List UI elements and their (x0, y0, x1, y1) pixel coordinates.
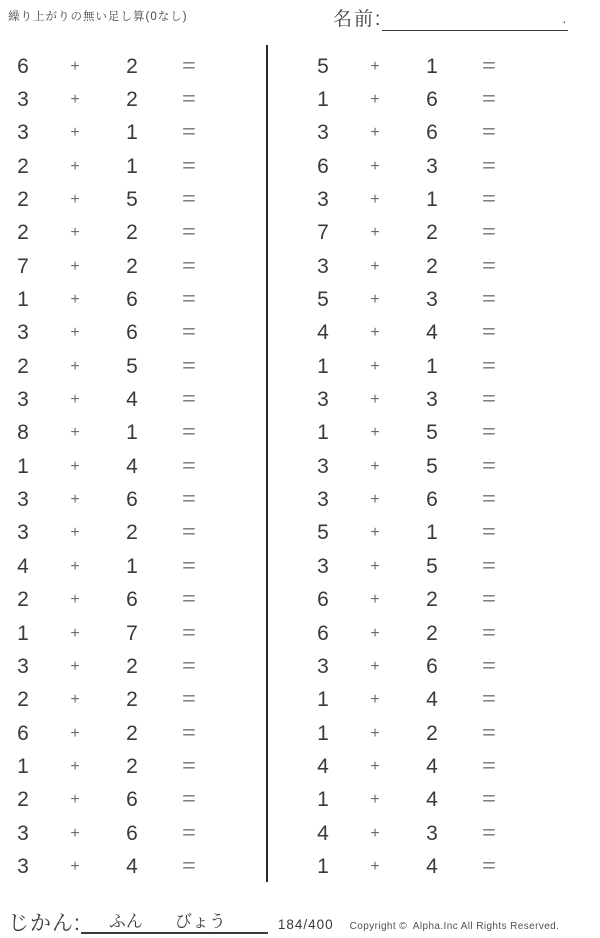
operand-b: 2 (426, 254, 438, 278)
operand-a: 2 (17, 354, 29, 378)
problem-row (0, 250, 240, 283)
operand-a: 6 (317, 588, 329, 612)
operand-a: 3 (317, 188, 329, 212)
plus-sign: + (70, 224, 80, 242)
operand-a: 7 (317, 221, 329, 245)
operand-b: 6 (426, 88, 438, 112)
equals-sign: = (182, 655, 196, 677)
plus-sign: + (370, 824, 380, 842)
equals-sign: = (482, 355, 496, 377)
equals-sign: = (482, 222, 496, 244)
minutes-label: ふん (108, 912, 143, 932)
equals-sign: = (182, 722, 196, 744)
operand-b: 4 (426, 688, 438, 712)
operand-a: 3 (317, 554, 329, 578)
problem-row (300, 83, 540, 116)
plus-sign: + (370, 557, 380, 575)
problem-row (0, 317, 240, 350)
operand-a: 2 (17, 588, 29, 612)
plus-sign: + (70, 191, 80, 209)
problem-row (0, 283, 240, 316)
operand-b: 1 (126, 121, 138, 145)
plus-sign: + (70, 624, 80, 642)
plus-sign: + (70, 391, 80, 409)
equals-sign: = (482, 189, 496, 211)
operand-b: 6 (126, 488, 138, 512)
problem-row (300, 217, 540, 250)
equals-sign: = (182, 255, 196, 277)
plus-sign: + (370, 191, 380, 209)
equals-sign: = (182, 389, 196, 411)
problem-row (300, 383, 540, 416)
operand-a: 8 (17, 421, 29, 445)
equals-sign: = (482, 622, 496, 644)
seconds-label: びょう (174, 912, 226, 932)
plus-sign: + (370, 657, 380, 675)
operand-a: 3 (17, 654, 29, 678)
plus-sign: + (70, 757, 80, 775)
operand-a: 1 (317, 688, 329, 712)
operand-b: 1 (126, 554, 138, 578)
operand-b: 2 (126, 688, 138, 712)
operand-b: 2 (126, 221, 138, 245)
operand-a: 7 (17, 254, 29, 278)
problem-row (0, 183, 240, 216)
problem-row (0, 650, 240, 683)
problem-row (0, 684, 240, 717)
problem-row (300, 317, 540, 350)
equals-sign: = (182, 555, 196, 577)
problem-row (300, 550, 540, 583)
plus-sign: + (70, 524, 80, 542)
operand-b: 2 (126, 654, 138, 678)
equals-sign: = (482, 122, 496, 144)
operand-a: 5 (317, 521, 329, 545)
operand-a: 3 (17, 121, 29, 145)
equals-sign: = (182, 455, 196, 477)
problem-row (300, 517, 540, 550)
operand-b: 3 (426, 288, 438, 312)
problem-row (300, 717, 540, 750)
equals-sign: = (182, 122, 196, 144)
operand-a: 1 (17, 454, 29, 478)
operand-a: 3 (317, 654, 329, 678)
plus-sign: + (370, 491, 380, 509)
plus-sign: + (70, 591, 80, 609)
equals-sign: = (182, 489, 196, 511)
equals-sign: = (482, 689, 496, 711)
operand-b: 5 (426, 421, 438, 445)
operand-b: 3 (426, 388, 438, 412)
name-area (333, 4, 568, 31)
equals-sign: = (482, 722, 496, 744)
equals-sign: = (182, 355, 196, 377)
equals-sign: = (182, 189, 196, 211)
plus-sign: + (70, 657, 80, 675)
operand-a: 2 (17, 154, 29, 178)
equals-sign: = (182, 822, 196, 844)
operand-b: 7 (126, 621, 138, 645)
column-divider (266, 45, 268, 882)
operand-a: 1 (17, 621, 29, 645)
operand-a: 1 (317, 88, 329, 112)
operand-b: 2 (126, 54, 138, 78)
equals-sign: = (182, 89, 196, 111)
problem-row (300, 183, 540, 216)
operand-b: 4 (126, 454, 138, 478)
equals-sign: = (482, 289, 496, 311)
operand-b: 2 (426, 621, 438, 645)
plus-sign: + (370, 591, 380, 609)
plus-sign: + (370, 157, 380, 175)
operand-a: 2 (17, 188, 29, 212)
problem-row (300, 50, 540, 83)
operand-a: 4 (317, 321, 329, 345)
plus-sign: + (370, 57, 380, 75)
problem-row (0, 483, 240, 516)
problem-row (0, 784, 240, 817)
operand-b: 4 (126, 388, 138, 412)
operand-a: 3 (317, 388, 329, 412)
plus-sign: + (370, 757, 380, 775)
equals-sign: = (482, 522, 496, 544)
time-label: じかん: (8, 912, 81, 935)
problem-row (0, 50, 240, 83)
operand-b: 4 (426, 854, 438, 878)
problem-row (0, 117, 240, 150)
time-fill-in-line (81, 906, 268, 934)
equals-sign: = (182, 789, 196, 811)
plus-sign: + (70, 724, 80, 742)
operand-b: 6 (126, 588, 138, 612)
plus-sign: + (70, 57, 80, 75)
equals-sign: = (482, 89, 496, 111)
plus-sign: + (370, 624, 380, 642)
equals-sign: = (182, 422, 196, 444)
problem-row (300, 250, 540, 283)
problem-row (0, 517, 240, 550)
operand-b: 1 (126, 421, 138, 445)
problem-row (0, 584, 240, 617)
operand-a: 5 (317, 288, 329, 312)
equals-sign: = (482, 389, 496, 411)
operand-b: 6 (426, 121, 438, 145)
problem-row (300, 417, 540, 450)
equals-sign: = (482, 55, 496, 77)
operand-b: 5 (426, 554, 438, 578)
equals-sign: = (482, 555, 496, 577)
problem-row (0, 717, 240, 750)
name-line-period: . (562, 11, 567, 26)
operand-a: 6 (317, 154, 329, 178)
operand-a: 1 (317, 354, 329, 378)
operand-b: 4 (426, 754, 438, 778)
equals-sign: = (182, 155, 196, 177)
plus-sign: + (70, 824, 80, 842)
plus-sign: + (370, 391, 380, 409)
operand-b: 1 (426, 354, 438, 378)
operand-b: 4 (126, 854, 138, 878)
problem-row (300, 350, 540, 383)
page-indicator: 184/400 (277, 917, 334, 933)
problem-row (0, 150, 240, 183)
operand-b: 1 (426, 54, 438, 78)
operand-b: 6 (126, 821, 138, 845)
problem-row (300, 817, 540, 850)
equals-sign: = (182, 589, 196, 611)
equals-sign: = (482, 422, 496, 444)
equals-sign: = (182, 522, 196, 544)
operand-b: 2 (126, 521, 138, 545)
operand-a: 3 (317, 488, 329, 512)
equals-sign: = (482, 789, 496, 811)
name-label: 名前: (333, 9, 383, 30)
plus-sign: + (70, 157, 80, 175)
plus-sign: + (70, 291, 80, 309)
problem-row (300, 784, 540, 817)
problem-row (300, 283, 540, 316)
copyright-text: Copyright © Alpha.Inc All Rights Reserved. (349, 921, 560, 932)
equals-sign: = (182, 689, 196, 711)
equals-sign: = (482, 455, 496, 477)
operand-a: 1 (17, 754, 29, 778)
operand-a: 6 (17, 721, 29, 745)
operand-b: 1 (426, 521, 438, 545)
plus-sign: + (70, 857, 80, 875)
plus-sign: + (370, 424, 380, 442)
plus-sign: + (70, 324, 80, 342)
plus-sign: + (370, 91, 380, 109)
equals-sign: = (482, 155, 496, 177)
plus-sign: + (370, 691, 380, 709)
operand-a: 6 (17, 54, 29, 78)
problem-row (300, 650, 540, 683)
operand-b: 4 (426, 788, 438, 812)
equals-sign: = (482, 822, 496, 844)
problem-row (300, 450, 540, 483)
problem-row (300, 684, 540, 717)
problem-row (0, 417, 240, 450)
equals-sign: = (182, 222, 196, 244)
operand-a: 3 (17, 488, 29, 512)
plus-sign: + (70, 91, 80, 109)
footer (8, 904, 594, 934)
equals-sign: = (482, 755, 496, 777)
operand-b: 6 (126, 788, 138, 812)
problem-row (300, 150, 540, 183)
operand-a: 1 (317, 854, 329, 878)
problem-row (0, 383, 240, 416)
problem-row (300, 850, 540, 883)
operand-b: 1 (426, 188, 438, 212)
operand-b: 2 (126, 88, 138, 112)
equals-sign: = (182, 622, 196, 644)
operand-b: 2 (426, 588, 438, 612)
equals-sign: = (182, 289, 196, 311)
operand-b: 6 (126, 321, 138, 345)
operand-a: 1 (317, 788, 329, 812)
plus-sign: + (70, 457, 80, 475)
operand-b: 2 (126, 721, 138, 745)
plus-sign: + (70, 124, 80, 142)
operand-a: 5 (317, 54, 329, 78)
operand-a: 3 (17, 821, 29, 845)
plus-sign: + (70, 491, 80, 509)
plus-sign: + (70, 257, 80, 275)
equals-sign: = (482, 589, 496, 611)
problem-row (300, 584, 540, 617)
problem-row (300, 483, 540, 516)
plus-sign: + (370, 291, 380, 309)
operand-a: 2 (17, 221, 29, 245)
operand-a: 1 (317, 721, 329, 745)
plus-sign: + (370, 724, 380, 742)
operand-a: 4 (317, 754, 329, 778)
operand-a: 3 (317, 454, 329, 478)
operand-b: 3 (426, 821, 438, 845)
equals-sign: = (482, 322, 496, 344)
equals-sign: = (182, 755, 196, 777)
plus-sign: + (370, 524, 380, 542)
problem-row (0, 450, 240, 483)
plus-sign: + (370, 791, 380, 809)
problem-row (0, 817, 240, 850)
equals-sign: = (482, 655, 496, 677)
problem-row (300, 617, 540, 650)
operand-a: 3 (17, 854, 29, 878)
plus-sign: + (370, 257, 380, 275)
equals-sign: = (182, 55, 196, 77)
plus-sign: + (370, 324, 380, 342)
operand-b: 4 (426, 321, 438, 345)
plus-sign: + (70, 691, 80, 709)
operand-a: 3 (17, 521, 29, 545)
operand-a: 2 (17, 688, 29, 712)
plus-sign: + (370, 457, 380, 475)
plus-sign: + (370, 224, 380, 242)
plus-sign: + (370, 857, 380, 875)
operand-a: 2 (17, 788, 29, 812)
plus-sign: + (70, 424, 80, 442)
operand-b: 6 (426, 488, 438, 512)
problem-row (0, 617, 240, 650)
operand-b: 6 (126, 288, 138, 312)
plus-sign: + (370, 357, 380, 375)
plus-sign: + (70, 357, 80, 375)
problem-row (300, 117, 540, 150)
problem-row (0, 83, 240, 116)
operand-a: 4 (317, 821, 329, 845)
worksheet-title: 繰り上がりの無い足し算(0なし) (8, 11, 188, 23)
operand-b: 1 (126, 154, 138, 178)
operand-a: 3 (17, 88, 29, 112)
equals-sign: = (482, 855, 496, 877)
operand-a: 3 (17, 388, 29, 412)
equals-sign: = (182, 855, 196, 877)
operand-b: 5 (126, 188, 138, 212)
problem-row (0, 850, 240, 883)
name-fill-in-line (382, 6, 568, 31)
operand-a: 1 (17, 288, 29, 312)
equals-sign: = (182, 322, 196, 344)
equals-sign: = (482, 489, 496, 511)
problem-row (0, 750, 240, 783)
operand-a: 1 (317, 421, 329, 445)
operand-b: 2 (426, 721, 438, 745)
operand-b: 2 (126, 754, 138, 778)
operand-b: 2 (426, 221, 438, 245)
problems-column-right (300, 50, 540, 884)
problems-column-left (0, 50, 240, 884)
operand-a: 3 (17, 321, 29, 345)
operand-b: 5 (126, 354, 138, 378)
operand-a: 6 (317, 621, 329, 645)
plus-sign: + (70, 557, 80, 575)
problem-row (300, 750, 540, 783)
operand-b: 5 (426, 454, 438, 478)
operand-b: 2 (126, 254, 138, 278)
problem-row (0, 217, 240, 250)
equals-sign: = (482, 255, 496, 277)
problem-row (0, 550, 240, 583)
operand-b: 3 (426, 154, 438, 178)
plus-sign: + (370, 124, 380, 142)
operand-a: 3 (317, 254, 329, 278)
operand-a: 3 (317, 121, 329, 145)
plus-sign: + (70, 791, 80, 809)
problem-row (0, 350, 240, 383)
operand-b: 6 (426, 654, 438, 678)
operand-a: 4 (17, 554, 29, 578)
